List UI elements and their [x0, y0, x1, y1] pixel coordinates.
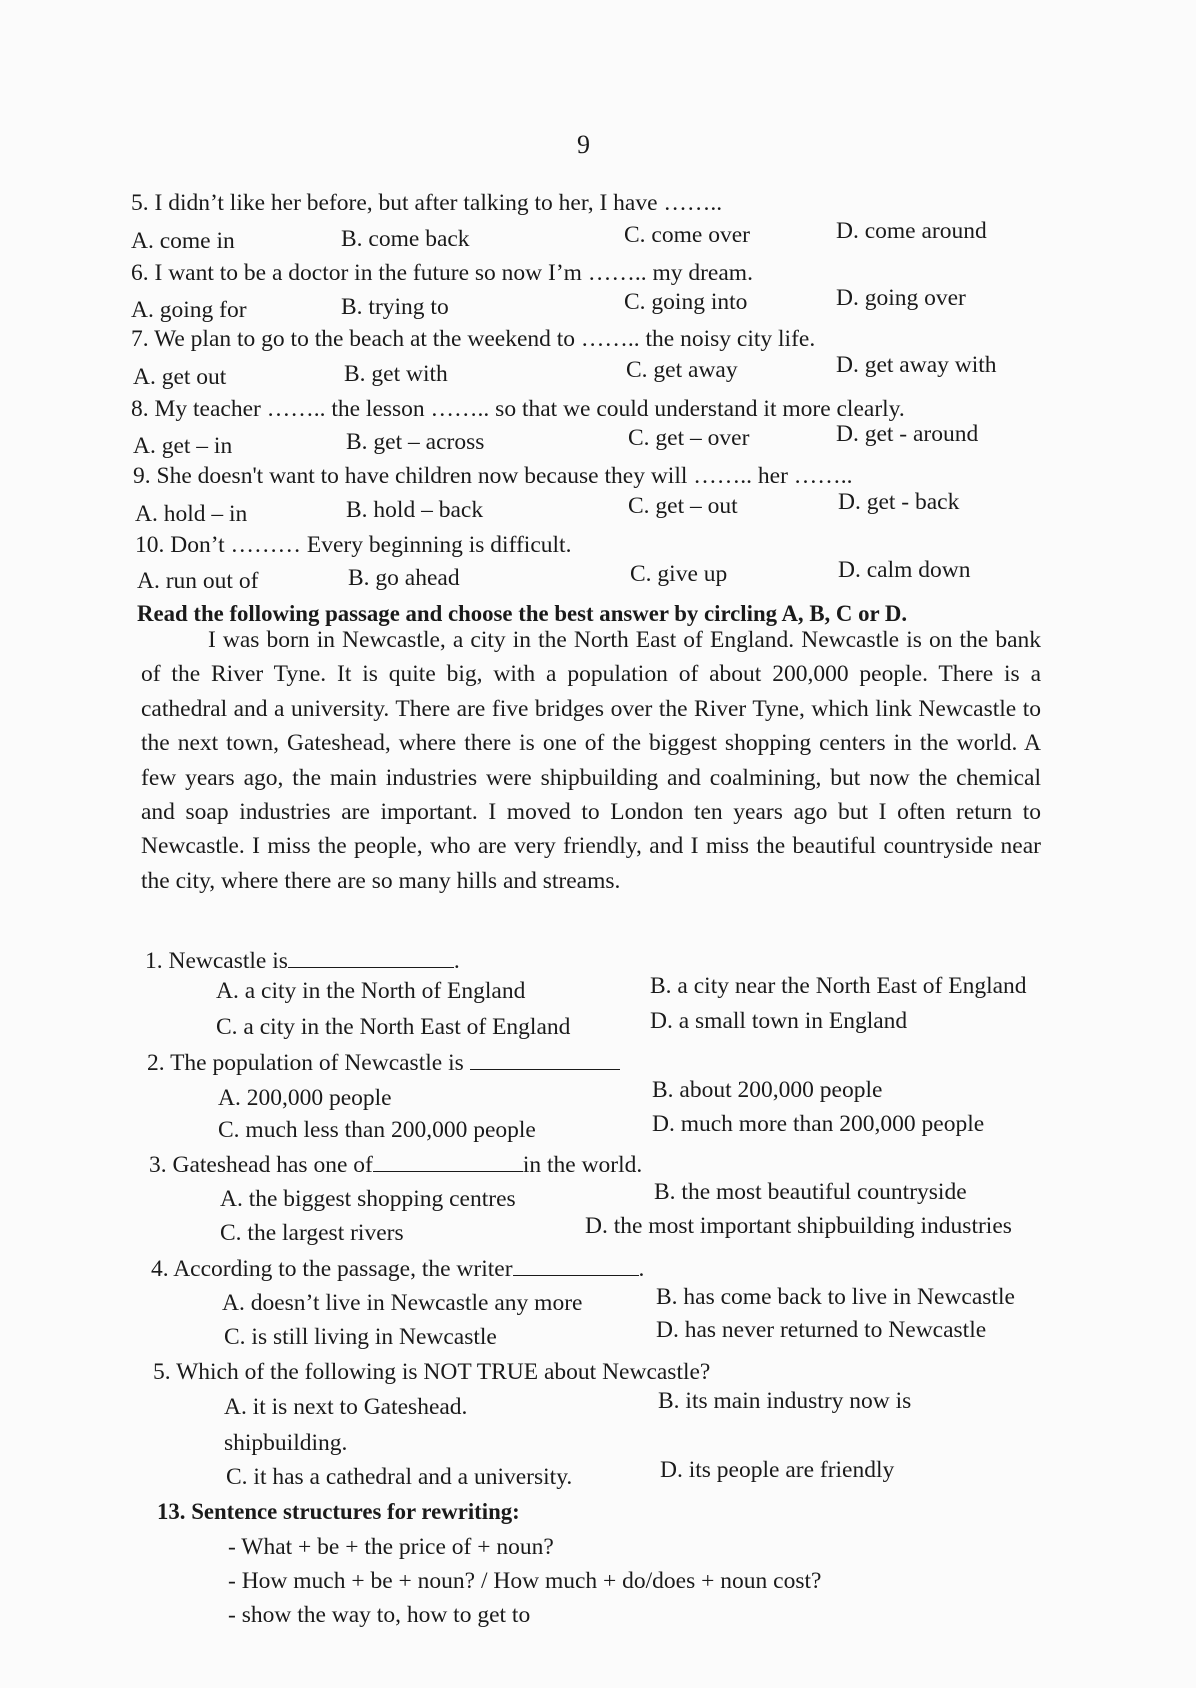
- option-c: C. come over: [624, 222, 750, 248]
- section-13-heading: 13. Sentence structures for rewriting:: [157, 1499, 520, 1524]
- reading-heading: Read the following passage and choose the best answer by circling A, B, C or D.: [137, 601, 908, 626]
- option-b: B. get with: [344, 361, 448, 387]
- option-a: A. hold – in: [135, 501, 248, 527]
- option-c: C. it has a cathedral and a university.: [226, 1464, 573, 1490]
- stem-end: .: [453, 948, 460, 974]
- option-a: A. a city in the North of England: [216, 978, 526, 1004]
- option-b-continued: shipbuilding.: [224, 1430, 348, 1456]
- option-d: D. get - back: [838, 489, 960, 515]
- question-stem: 10. Don’t ……… Every beginning is difficult.: [135, 532, 572, 558]
- option-d: D. has never returned to Newcastle: [656, 1317, 987, 1343]
- option-a: A. come in: [131, 228, 235, 254]
- question-stem: [149, 1150, 642, 1180]
- question-stem: [145, 946, 460, 976]
- option-a: A. it is next to Gateshead.: [224, 1394, 468, 1420]
- answer-blank: [288, 947, 454, 968]
- option-d: D. the most important shipbuilding industries: [585, 1213, 1012, 1239]
- stem-text: 1. Newcastle is: [145, 948, 288, 974]
- option-a: A. 200,000 people: [218, 1085, 392, 1111]
- question-stem: 9. She doesn't want to have children now because they will …….. her ……..: [133, 463, 853, 489]
- option-b: B. its main industry now is: [658, 1388, 912, 1414]
- option-d: D. a small town in England: [650, 1008, 908, 1034]
- option-b: B. about 200,000 people: [652, 1077, 883, 1103]
- option-a: A. get – in: [133, 433, 233, 459]
- option-a: A. going for: [131, 297, 247, 323]
- stem-end: .: [638, 1256, 645, 1282]
- structure-item: - How much + be + noun? / How much + do/does + noun cost?: [228, 1568, 822, 1594]
- option-c: C. get – over: [628, 425, 750, 451]
- answer-blank: [373, 1151, 523, 1172]
- question-stem: 7. We plan to go to the beach at the weekend to …….. the noisy city life.: [131, 326, 816, 352]
- option-b: B. the most beautiful countryside: [654, 1179, 967, 1205]
- option-d: D. much more than 200,000 people: [652, 1111, 985, 1137]
- passage-text: I was born in Newcastle, a city in the North East of England. Newcastle is on the bank of the River Tyne. It is quite big, with a population of about 200,000 people. There is a cathedral and a university. There are five bridges over the River Tyne, which link Newcastle to the next town, Gateshead, where there is one of the biggest shopping centers in the world. A few years ago, the main industries were shipbuilding and coalmining, but now the chemical and soap industries are important. I moved to London ten years ago but I often return to Newcastle. I miss the people, who are very friendly, and I miss the beautiful countryside near the city, where there are so many hills and streams.: [141, 627, 1041, 894]
- question-stem: 5. I didn’t like her before, but after talking to her, I have ……..: [131, 190, 723, 216]
- question-stem: 6. I want to be a doctor in the future so now I’m …….. my dream.: [131, 260, 753, 286]
- structure-item: - What + be + the price of + noun?: [228, 1534, 554, 1560]
- stem-text: 3. Gateshead has one of: [149, 1152, 373, 1178]
- question-stem: [151, 1254, 644, 1284]
- structure-item: - show the way to, how to get to: [228, 1602, 531, 1628]
- question-stem: 8. My teacher …….. the lesson …….. so that we could understand it more clearly.: [131, 396, 905, 422]
- question-stem: [147, 1048, 620, 1078]
- option-a: A. run out of: [137, 568, 259, 594]
- option-a: A. the biggest shopping centres: [220, 1186, 516, 1212]
- option-d: D. get - around: [836, 421, 979, 447]
- option-b: B. hold – back: [346, 497, 484, 523]
- stem-text: 2. The population of Newcastle is: [147, 1050, 464, 1076]
- option-c: C. give up: [630, 561, 728, 587]
- option-d: D. come around: [836, 218, 987, 244]
- page-number: 9: [577, 130, 590, 159]
- option-a: A. doesn’t live in Newcastle any more: [222, 1290, 583, 1316]
- option-c: C. much less than 200,000 people: [218, 1117, 536, 1143]
- answer-blank: [513, 1255, 639, 1276]
- stem-end: in the world.: [522, 1152, 643, 1178]
- answer-blank: [470, 1049, 620, 1070]
- option-d: D. calm down: [838, 557, 971, 583]
- option-d: D. going over: [836, 285, 966, 311]
- option-c: C. get away: [626, 357, 738, 383]
- option-c: C. get – out: [628, 493, 738, 519]
- option-b: B. a city near the North East of England: [650, 973, 1027, 999]
- option-b: B. get – across: [346, 429, 485, 455]
- question-stem: 5. Which of the following is NOT TRUE about Newcastle?: [153, 1359, 711, 1385]
- option-b: B. has come back to live in Newcastle: [656, 1284, 1015, 1310]
- option-c: C. the largest rivers: [220, 1220, 404, 1246]
- option-c: C. going into: [624, 289, 748, 315]
- option-d: D. its people are friendly: [660, 1457, 895, 1483]
- stem-text: 4. According to the passage, the writer: [151, 1256, 513, 1282]
- option-c: C. a city in the North East of England: [216, 1014, 571, 1040]
- option-b: B. come back: [341, 226, 470, 252]
- option-b: B. go ahead: [348, 565, 460, 591]
- option-d: D. get away with: [836, 352, 997, 378]
- option-c: C. is still living in Newcastle: [224, 1324, 497, 1350]
- option-b: B. trying to: [341, 294, 449, 320]
- option-a: A. get out: [133, 364, 227, 390]
- reading-passage: [141, 623, 1041, 898]
